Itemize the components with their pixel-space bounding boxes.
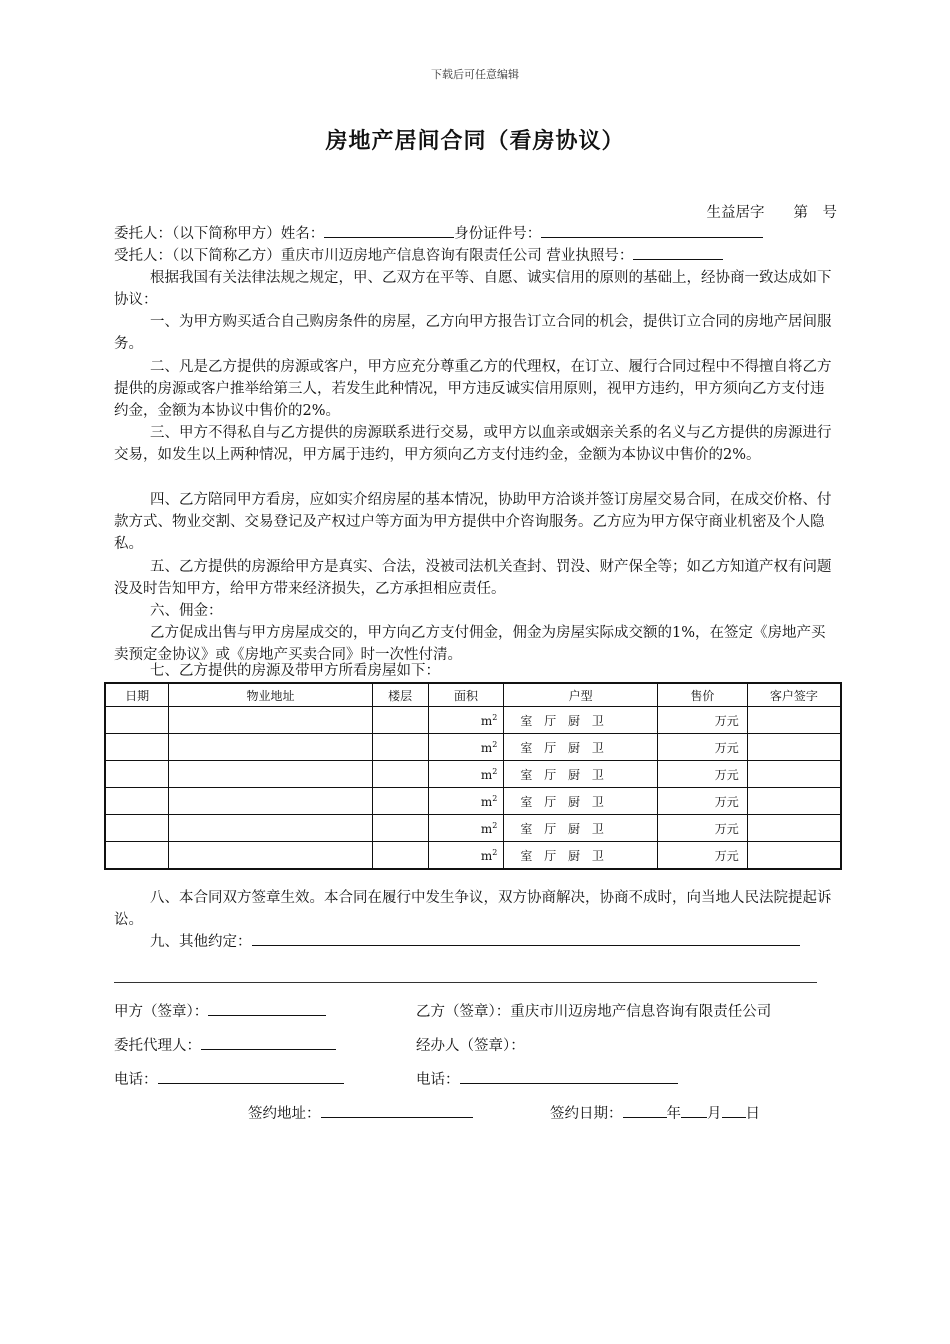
table-row (105, 734, 841, 761)
price-cell[interactable]: 万元 (657, 707, 747, 734)
table-row (105, 815, 841, 842)
clause-9-line (150, 931, 830, 953)
property-table (104, 682, 842, 870)
agent-line (114, 245, 839, 267)
sign-date (550, 1102, 760, 1123)
signature-cell[interactable] (747, 761, 841, 788)
area-cell[interactable] (428, 842, 504, 870)
intro-paragraph: 根据我国有关法律法规之规定，甲、乙双方在平等、自愿、诚实信用的原则的基础上，经协商一致达成如下协议： (114, 270, 832, 308)
col-area: 面积 (428, 683, 504, 707)
area-cell[interactable] (428, 788, 504, 815)
phone-b-label: 电话： (416, 1072, 460, 1088)
col-price: 售价 (657, 683, 747, 707)
clause-6-title: 六、佣金： (150, 603, 223, 619)
layout-cell[interactable]: 室 厅 厨 卫 (504, 734, 658, 761)
table-row (105, 842, 841, 870)
clause-5: 五、乙方提供的房源给甲方是真实、合法，没被司法机关查封、罚没、财产保全等；如乙方知道产权有问题没及时告知甲方，给甲方带来经济损失，乙方承担相应责任。 (114, 559, 832, 597)
area-sup: 2 (492, 820, 498, 830)
phone-a (114, 1068, 344, 1089)
principal-name-blank[interactable] (324, 223, 454, 238)
party-b-sign: 乙方（签章）：重庆市川迈房地产信息咨询有限责任公司 (416, 1004, 772, 1020)
area-sup: 2 (492, 766, 498, 776)
principal-label: 委托人：（以下简称甲方）姓名： (114, 226, 325, 242)
signature-cell[interactable] (747, 842, 841, 870)
clause-2: 二、凡是乙方提供的房源或客户，甲方应充分尊重乙方的代理权，在订立、履行合同过程中不得擅自将乙方提供的房源或客户推举给第三人，若发生此种情况，甲方违反诚实信用原则，视甲方违约，甲方须向乙方支付违约金，金额为本协议中售价的2%。 (114, 359, 832, 419)
other-terms-line-2[interactable] (114, 982, 817, 983)
price-cell[interactable]: 万元 (657, 788, 747, 815)
col-address: 物业地址 (169, 683, 372, 707)
layout-cell[interactable]: 室 厅 厨 卫 (504, 815, 658, 842)
address-cell[interactable] (169, 761, 372, 788)
col-signature: 客户签字 (747, 683, 841, 707)
page-title: 房地产居间合同（看房协议） (325, 129, 625, 154)
address-cell[interactable] (169, 707, 372, 734)
clause-6: 乙方促成出售与甲方房屋成交的，甲方向乙方支付佣金，佣金为房屋实际成交额的1%，在签定《房地产买卖预定金协议》或《房地产买卖合同》时一次性付清。 (114, 625, 826, 663)
clause-9: 九、其他约定： (150, 934, 252, 950)
table-row (105, 707, 841, 734)
table-header-row (105, 683, 841, 707)
area-cell[interactable] (428, 815, 504, 842)
date-cell[interactable] (105, 842, 169, 870)
clause-7: 七、乙方提供的房源及带甲方所看房屋如下： (150, 663, 440, 679)
address-cell[interactable] (169, 842, 372, 870)
col-floor: 楼层 (372, 683, 428, 707)
year-label: 年 (666, 1106, 681, 1122)
area-unit: m (480, 794, 493, 809)
layout-cell[interactable]: 室 厅 厨 卫 (504, 788, 658, 815)
signature-cell[interactable] (747, 788, 841, 815)
party-a-label: 甲方（签章）： (114, 1004, 209, 1020)
price-cell[interactable]: 万元 (657, 842, 747, 870)
clause-1: 一、为甲方购买适合自己购房条件的房屋，乙方向甲方报告订立合同的机会，提供订立合同的房地产居间服务。 (114, 314, 832, 352)
clause-4: 四、乙方陪同甲方看房，应如实介绍房屋的基本情况，协助甲方洽谈并签订房屋交易合同，在成交价格、付款方式、物业交割、交易登记及产权过户等方面为甲方提供中介咨询服务。乙方应为甲方保守商业机密及个人隐私。 (114, 492, 832, 552)
price-cell[interactable]: 万元 (657, 815, 747, 842)
phone-b (416, 1068, 678, 1089)
principal-id-label: 身份证件号： (454, 226, 542, 242)
date-cell[interactable] (105, 815, 169, 842)
signature-cell[interactable] (747, 815, 841, 842)
floor-cell[interactable] (372, 707, 428, 734)
price-cell[interactable]: 万元 (657, 761, 747, 788)
license-blank[interactable] (633, 245, 723, 260)
phone-b-blank[interactable] (460, 1069, 678, 1084)
table-row (105, 761, 841, 788)
address-cell[interactable] (169, 815, 372, 842)
area-sup: 2 (492, 847, 498, 857)
proxy-sign (114, 1034, 336, 1055)
month-label: 月 (707, 1106, 722, 1122)
layout-cell[interactable]: 室 厅 厨 卫 (504, 842, 658, 870)
layout-cell[interactable]: 室 厅 厨 卫 (504, 707, 658, 734)
handler-sign: 经办人（签章）： (416, 1038, 525, 1054)
other-terms-blank[interactable] (252, 931, 800, 946)
proxy-label: 委托代理人： (114, 1038, 201, 1054)
date-label: 签约日期： (550, 1106, 623, 1122)
floor-cell[interactable] (372, 761, 428, 788)
proxy-blank[interactable] (201, 1035, 336, 1050)
date-cell[interactable] (105, 761, 169, 788)
date-cell[interactable] (105, 788, 169, 815)
principal-id-blank[interactable] (541, 223, 763, 238)
floor-cell[interactable] (372, 842, 428, 870)
day-label: 日 (745, 1106, 760, 1122)
sign-place (248, 1102, 473, 1123)
area-unit: m (480, 740, 493, 755)
clause-3: 三、甲方不得私自与乙方提供的房源联系进行交易，或甲方以血亲或姻亲关系的名义与乙方提供的房源进行交易，如发生以上两种情况，甲方属于违约，甲方须向乙方支付违约金，金额为本协议中售价的2%。 (114, 425, 832, 463)
area-cell[interactable] (428, 707, 504, 734)
area-unit: m (480, 713, 493, 728)
table-row (105, 788, 841, 815)
area-unit: m (480, 848, 493, 863)
floor-cell[interactable] (372, 815, 428, 842)
principal-line (114, 223, 839, 245)
reference-number: 生益居字 第 号 (706, 205, 837, 221)
party-a-blank[interactable] (208, 1001, 326, 1016)
col-date: 日期 (105, 683, 169, 707)
signature-cell[interactable] (747, 734, 841, 761)
col-layout: 户型 (504, 683, 658, 707)
party-a-sign (114, 1000, 326, 1021)
address-cell[interactable] (169, 734, 372, 761)
address-cell[interactable] (169, 788, 372, 815)
area-cell[interactable] (428, 761, 504, 788)
day-blank[interactable] (722, 1103, 746, 1118)
place-label: 签约地址： (248, 1106, 321, 1122)
clause-8: 八、本合同双方签章生效。本合同在履行中发生争议，双方协商解决，协商不成时，向当地人民法院提起诉讼。 (114, 890, 832, 928)
area-sup: 2 (492, 712, 498, 722)
area-unit: m (480, 821, 493, 836)
floor-cell[interactable] (372, 788, 428, 815)
date-cell[interactable] (105, 734, 169, 761)
area-sup: 2 (492, 793, 498, 803)
floor-cell[interactable] (372, 734, 428, 761)
month-blank[interactable] (681, 1103, 707, 1118)
place-blank[interactable] (321, 1103, 473, 1118)
price-cell[interactable]: 万元 (657, 734, 747, 761)
signature-cell[interactable] (747, 707, 841, 734)
phone-a-label: 电话： (114, 1072, 158, 1088)
area-sup: 2 (492, 739, 498, 749)
agent-label: 受托人：（以下简称乙方）重庆市川迈房地产信息咨询有限责任公司 营业执照号： (114, 248, 634, 264)
date-cell[interactable] (105, 707, 169, 734)
year-blank[interactable] (623, 1103, 667, 1118)
area-unit: m (480, 767, 493, 782)
phone-a-blank[interactable] (158, 1069, 344, 1084)
area-cell[interactable] (428, 734, 504, 761)
header-note: 下载后可任意编辑 (431, 68, 519, 81)
layout-cell[interactable]: 室 厅 厨 卫 (504, 761, 658, 788)
